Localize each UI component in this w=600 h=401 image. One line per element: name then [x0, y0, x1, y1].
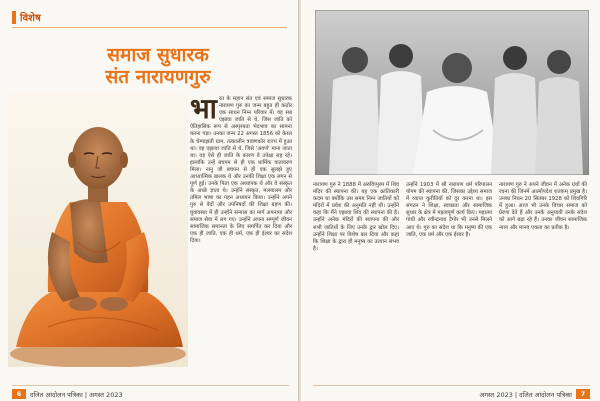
left-column-text: रत के महान संत एवं समाज सुधारक नारायण गुरु का जन्म बहुत ही कठोर एक साधन निम्न परिवार में। वह सब एझावा जाति से थे, जिस जाति को ऐतिहासिक रूप से अस्पृश्यता भेदभाव का सामना करना पड़ा। उनका जन्म 22 अगस्त 1856 को केरल के चेम्पाझंती ग्राम, तत्कालीन त्रावणकोर राज्य में हुआ था। वह एझावा जाति से थे, जिसे 'अवर्ण' माना जाता था। वह ऐसे ही जाति के कारण वे उपेक्षा सह रहे। हालांकि उन्हें बचपन से ही एक धार्मिक वातावरण मिला। नानु जी बचपन से ही एक सुलझे हुए आध्यात्मिक बालक थे और उनकी शिक्षा एक लगन से पूर्ण हुई। उनके पिता एक अध्यापक थे और वे संस्कृत के अच्छे ज्ञाता थे। उन्होंने संस्कृत, मलयालम और तमिल भाषा का गहन अध्ययन किया। उन्होंने अपने गुरु से वेदों और उपनिषदों की शिक्षा ग्रहण की। युवावस्था में ही उन्होंने संन्यास का मार्ग अपनाया और समाज सेवा में लग गए। उन्होंने अपना सम्पूर्ण जीवन सामाजिक समानता के लिए समर्पित कर दिया और एक ही जाति, एक ही धर्म, एक ही ईश्वर का संदेश दिया। — [190, 96, 292, 244]
page-number-left: 6 — [12, 389, 26, 399]
section-tag — [12, 10, 41, 24]
footer-rule-right — [313, 385, 590, 386]
right-page — [301, 0, 600, 401]
right-article-column-1: नारायण गुरु ने 1888 में अरुविप्पुरम में शिव मंदिर की स्थापना की। यह एक क्रांतिकारी कदम था क्योंकि उस समय निम्न जातियों को मंदिरों में प्रवेश की अनुमति नहीं थी। उन्होंने कहा कि मैंने एझावा शिव की स्थापना की है। उन्होंने अनेक मंदिरों की स्थापना की और सभी जातियों के लिए उनके द्वार खोल दिए। उन्होंने शिक्षा पर विशेष बल दिया और कहा कि शिक्षा के द्वारा ही मनुष्य का उत्थान संभव है। — [313, 182, 399, 252]
left-article-column — [190, 92, 292, 245]
article-headline — [78, 44, 238, 88]
footer-right — [479, 387, 590, 401]
footer-left-text: दलित आंदोलन पत्रिका | अगस्त 2023 — [30, 390, 123, 399]
dropcap: भा — [190, 92, 217, 125]
section-label: विशेष — [20, 13, 41, 24]
footer-left — [12, 387, 272, 401]
group-photograph — [315, 10, 589, 175]
page-number-right: 7 — [576, 389, 590, 399]
left-page — [0, 0, 299, 401]
footer-right-text: अगस्त 2023 | दलित आंदोलन पत्रिका — [479, 390, 572, 399]
footer-rule-left — [12, 385, 289, 386]
right-article-column-3: नारायण गुरु ने अपने जीवन में अनेक ग्रंथों की रचना की जिनमें आत्मोपदेश शतकम् प्रमुख है। उनका निधन 20 सितंबर 1928 को शिवगिरि में हुआ। आज भी उनके विचार समाज को प्रेरणा देते हैं और उनके अनुयायी उनके संदेश को आगे बढ़ा रहे हैं। उनका जीवन सामाजिक न्याय और मानव एकता का प्रतीक है। — [499, 182, 587, 231]
header-rule — [12, 27, 287, 28]
portrait-image — [8, 92, 188, 367]
headline-line-1: समाज सुधारक — [107, 44, 209, 66]
right-article-column-2: उन्होंने 1903 में श्री नारायण धर्म परिपालन योगम की स्थापना की, जिसका उद्देश्य समाज में व्याप्त कुरीतियों को दूर करना था। इस संगठन ने शिक्षा, स्वच्छता और सामाजिक सुधार के क्षेत्र में महत्वपूर्ण कार्य किए। महात्मा गांधी और रवीन्द्रनाथ टैगोर भी उनसे मिलने आए थे। गुरु का संदेश था कि मनुष्य की एक जाति, एक धर्म और एक ईश्वर है। — [406, 182, 492, 238]
headline-line-2: संत नारायणगुरु — [105, 66, 211, 88]
section-tag-bar — [12, 11, 16, 24]
